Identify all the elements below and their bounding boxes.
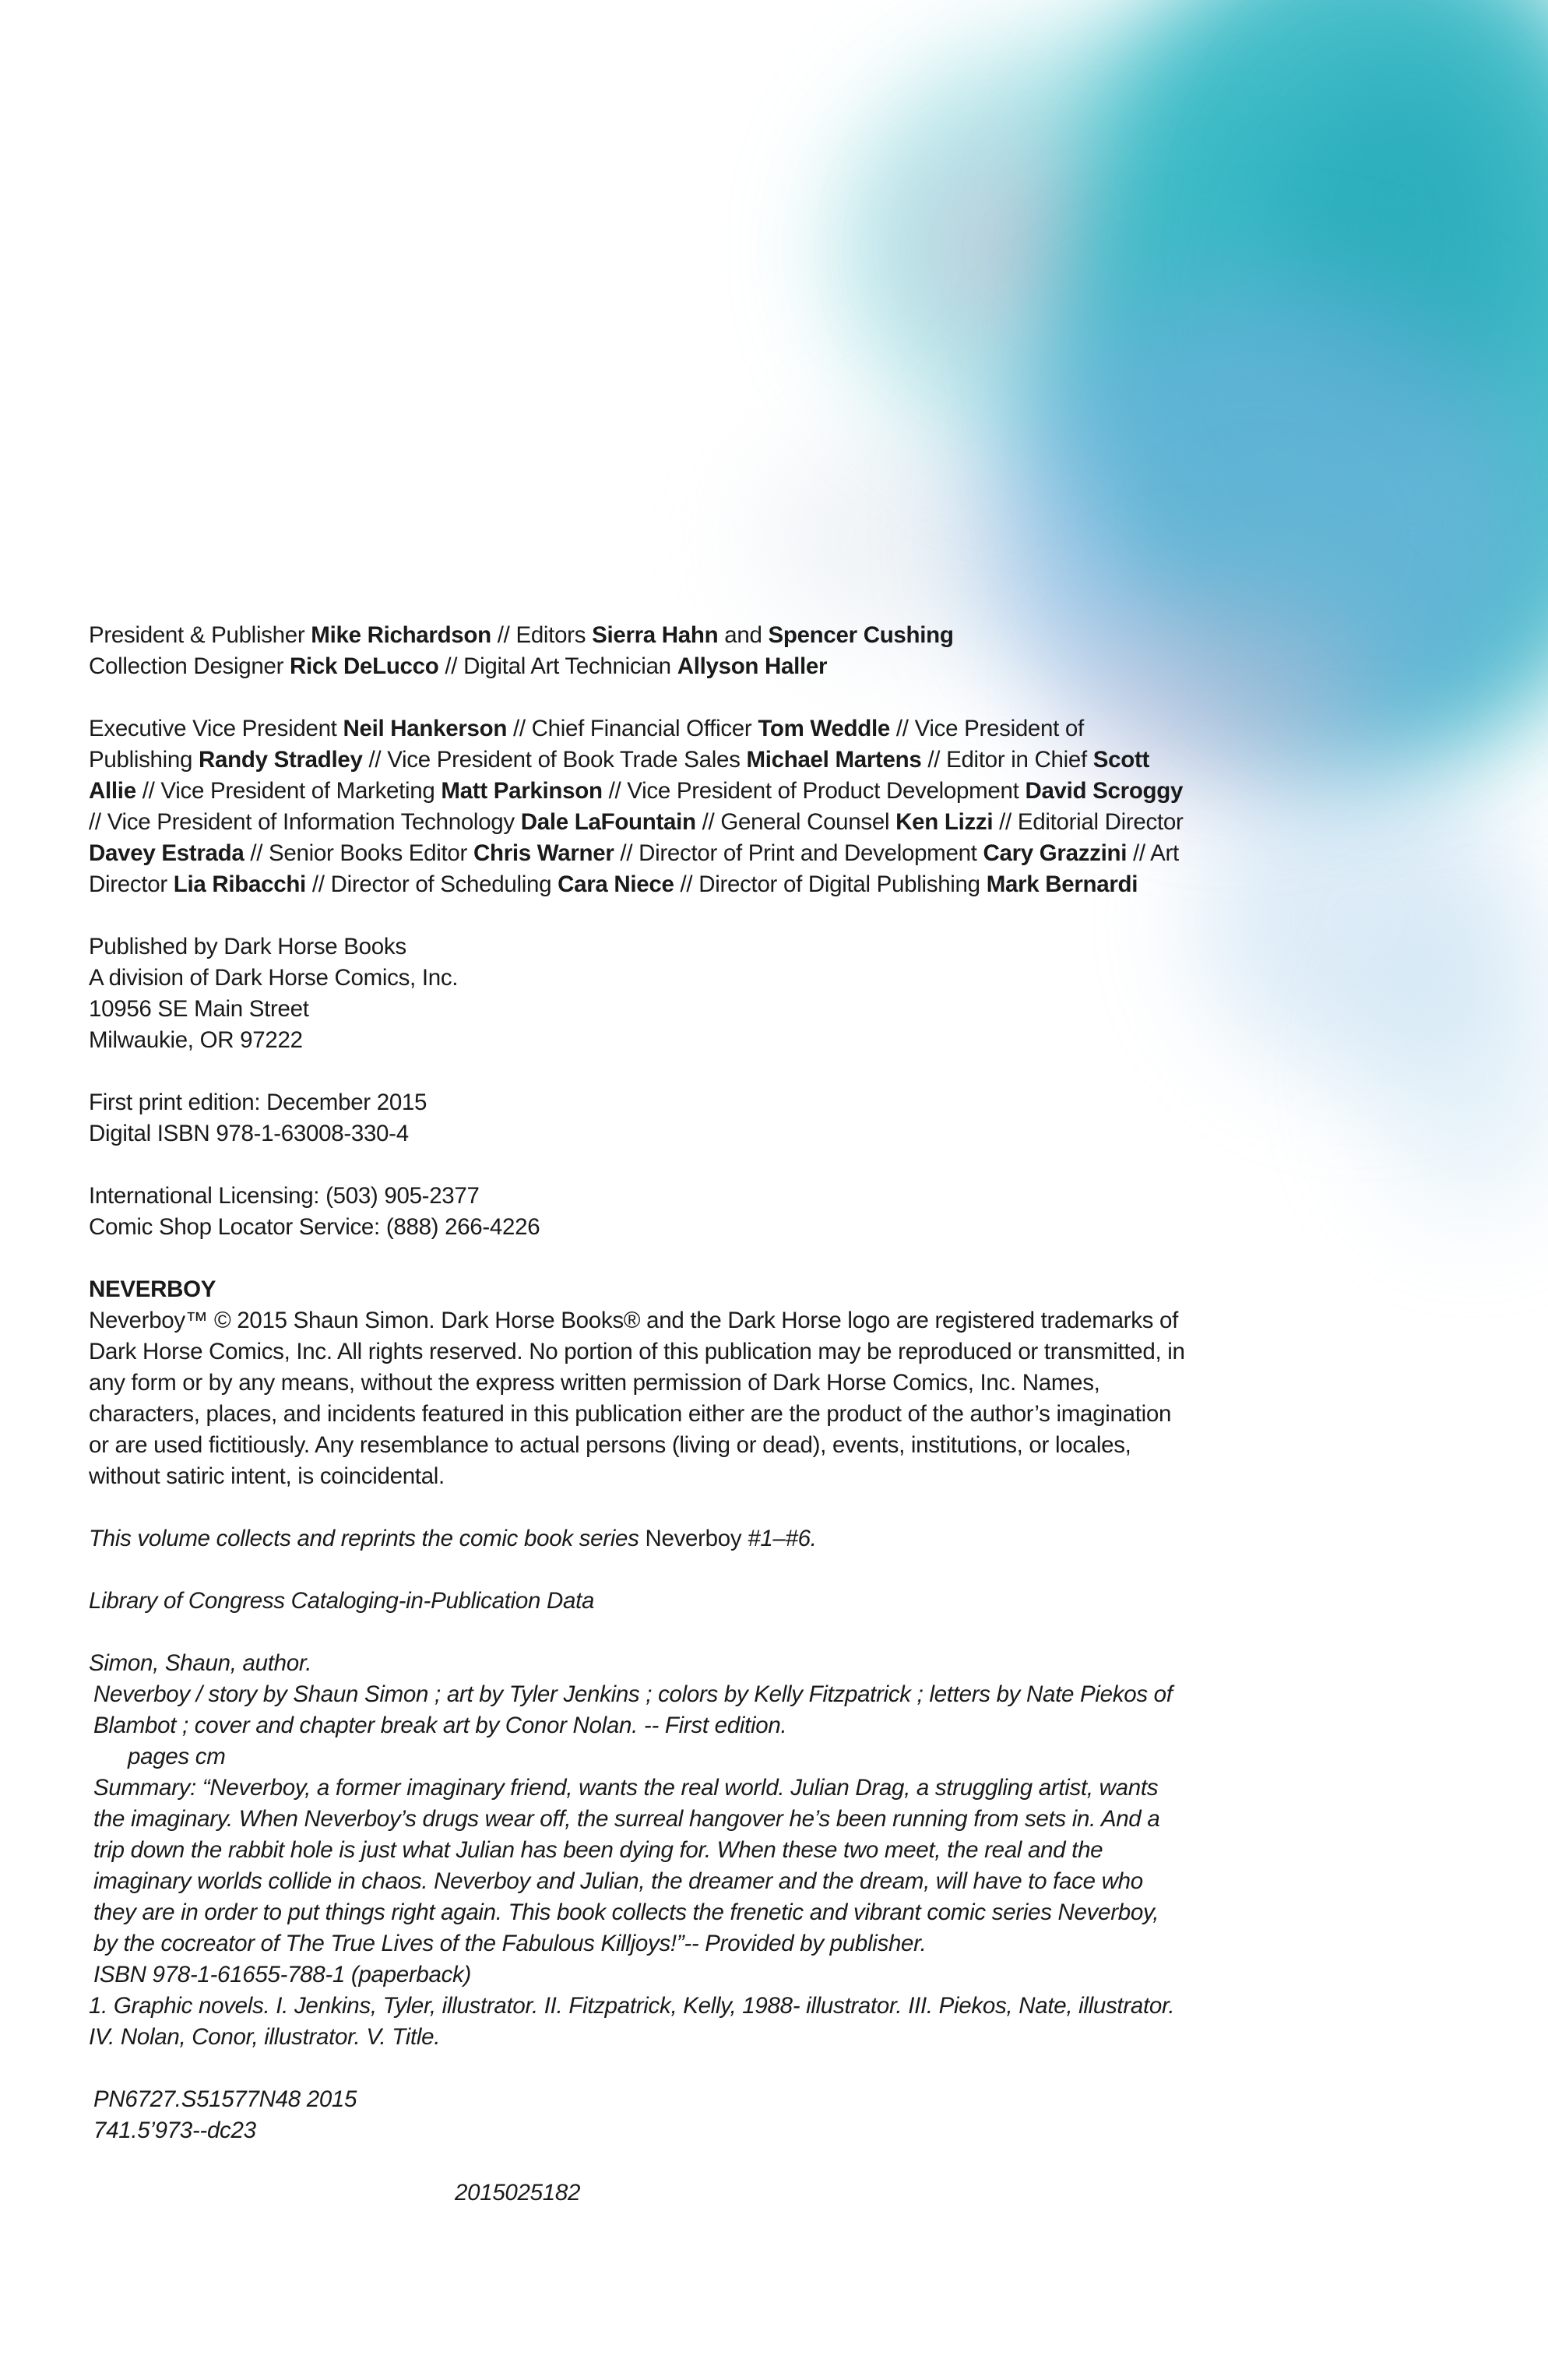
publisher-line: A division of Dark Horse Comics, Inc. [89, 965, 459, 991]
credit-name: Mike Richardson [311, 622, 491, 648]
publisher-address [89, 931, 1187, 1056]
staff-name: David Scroggy [1025, 778, 1184, 804]
staff-role: General Counsel [720, 809, 890, 835]
staff-role: Chief Financial Officer [531, 716, 752, 741]
cip-subjects: 1. Graphic novels. I. Jenkins, Tyler, illustrator. II. Fitzpatrick, Kelly, 1988- illustrator. III. Piekos, Nate, illustrator. IV. Nolan, Conor, illustrator. V. Title. [89, 1993, 1175, 2050]
publisher-line: Published by Dark Horse Books [89, 934, 406, 959]
staff-role: Editorial Director [1017, 809, 1184, 835]
credit-line-2: Collection Designer Rick DeLucco // Digital Art Technician Allyson Haller [89, 653, 828, 679]
staff-name: Cara Niece [558, 871, 674, 897]
staff-role: Art Director [89, 840, 1179, 897]
staff-name: Lia Ribacchi [173, 871, 306, 897]
staff-name: Cary Grazzini [983, 840, 1128, 866]
key-credits [89, 620, 1187, 682]
staff-name: Randy Stradley [199, 747, 363, 773]
cip-record [89, 1648, 1187, 2053]
staff-role: Vice President of Book Trade Sales [387, 747, 741, 773]
staff-name: Scott Allie [89, 747, 1150, 804]
cip-summary: Summary: “Neverboy, a former imaginary friend, wants the real world. Julian Drag, a struggling artist, wants the imaginary. When Neverboy’s drugs wear off, the surreal hangover he’s been running from sets in. And a trip down the rabbit hole is just what Julian has been dying for. When these two meet, the real and the imaginary worlds collide in chaos. Neverboy and Julian, the dreamer and the dream, will have to face who they are in order to put things right again. This book collects the frenetic and vibrant comic series Neverboy, by the cocreator of The True Lives of the Fabulous Killjoys!”-- Provided by publisher. [93, 1775, 1160, 1956]
staff-role: Director of Print and Development [639, 840, 977, 866]
cip-call-number: PN6727.S51577N48 2015 [93, 2086, 357, 2112]
staff-role: Director of Scheduling [330, 871, 552, 897]
staff-name: Dale LaFountain [520, 809, 696, 835]
credit-line-1: President & Publisher Mike Richardson // Editors Sierra Hahn and Spencer Cushing [89, 622, 954, 648]
cip-classification [89, 2084, 1187, 2146]
staff-role: Editor in Chief [946, 747, 1087, 773]
cip-dewey: 741.5’973--dc23 [93, 2118, 256, 2143]
publisher-line: Milwaukie, OR 97222 [89, 1027, 303, 1053]
cip-title: Neverboy / story by Shaun Simon ; art by Tyler Jenkins ; colors by Kelly Fitzpatrick ; letters by Nate Piekos of Blambot ; cover and chapter break art by Conor Nolan. -- First edition. [93, 1681, 1173, 1738]
staff-role: Senior Books Editor [269, 840, 468, 866]
staff-name: Tom Weddle [758, 716, 890, 741]
edition-info [89, 1087, 1187, 1150]
staff-role: Executive Vice President [89, 716, 337, 741]
legal-body: Neverboy™ © 2015 Shaun Simon. Dark Horse Books® and the Dark Horse logo are registered trademarks of Dark Horse Comics, Inc. All rights reserved. No portion of this publication may be reproduced or transmitted, in any form or by any means, without the express written permission of Dark Horse Comics, Inc. Names, characters, places, and incidents featured in this publication either are the product of the author’s imagination or are used fictitiously. Any resemblance to actual persons (living or dead), events, institutions, or locales, without satiric intent, is coincidental. [89, 1308, 1185, 1489]
cip-author: Simon, Shaun, author. [89, 1650, 312, 1676]
staff-role: Vice President of Marketing [160, 778, 435, 804]
credit-name: Sierra Hahn [592, 622, 719, 648]
staff-name: Matt Parkinson [441, 778, 603, 804]
staff-credits: Executive Vice President Neil Hankerson // Chief Financial Officer Tom Weddle // Vice President of Publishing Randy Stradley // Vice President of Book Trade Sales Michael Martens // Editor in Chief Scott Allie // Vice President of Marketing Matt Parkinson // Vice President of Product Development David Scroggy // Vice President of Information Technology Dale LaFountain // General Counsel Ken Lizzi // Editorial Director Davey Estrada // Senior Books Editor Chris Warner // Director of Print and Development Cary Grazzini // Art Director Lia Ribacchi // Director of Scheduling Cara Niece // Director of Digital Publishing Mark Bernardi [89, 716, 1184, 897]
book-title: NEVERBOY [89, 1276, 216, 1302]
cip-isbn: ISBN 978-1-61655-788-1 (paperback) [93, 1962, 472, 1987]
staff-role: Vice President of Information Technology [107, 809, 515, 835]
staff-name: Chris Warner [473, 840, 614, 866]
cip-heading: Library of Congress Cataloging-in-Publication Data [89, 1588, 595, 1614]
staff-role: Vice President of Publishing [89, 716, 1084, 773]
copyright-page [89, 620, 1187, 2209]
international-licensing: International Licensing: (503) 905-2377 [89, 1183, 480, 1209]
first-print-edition: First print edition: December 2015 [89, 1090, 427, 1115]
credit-name: Allyson Haller [677, 653, 828, 679]
publisher-line: 10956 SE Main Street [89, 996, 309, 1022]
staff-name: Ken Lizzi [895, 809, 994, 835]
cip-pages: pages cm [128, 1744, 226, 1769]
digital-isbn: Digital ISBN 978-1-63008-330-4 [89, 1121, 409, 1146]
staff-name: Mark Bernardi [986, 871, 1138, 897]
legal-notice [89, 1274, 1187, 1492]
staff-role: Director of Digital Publishing [698, 871, 980, 897]
staff-name: Michael Martens [746, 747, 922, 773]
collects-note: This volume collects and reprints the comic book series Neverboy #1–#6. [89, 1526, 817, 1551]
credit-name: Spencer Cushing [768, 622, 954, 648]
contact-info [89, 1181, 1187, 1243]
comic-shop-locator: Comic Shop Locator Service: (888) 266-4226 [89, 1214, 540, 1240]
staff-name: Davey Estrada [89, 840, 245, 866]
credit-name: Rick DeLucco [290, 653, 439, 679]
cip-lccn: 2015025182 [455, 2180, 581, 2206]
staff-name: Neil Hankerson [343, 716, 508, 741]
staff-role: Vice President of Product Development [627, 778, 1019, 804]
